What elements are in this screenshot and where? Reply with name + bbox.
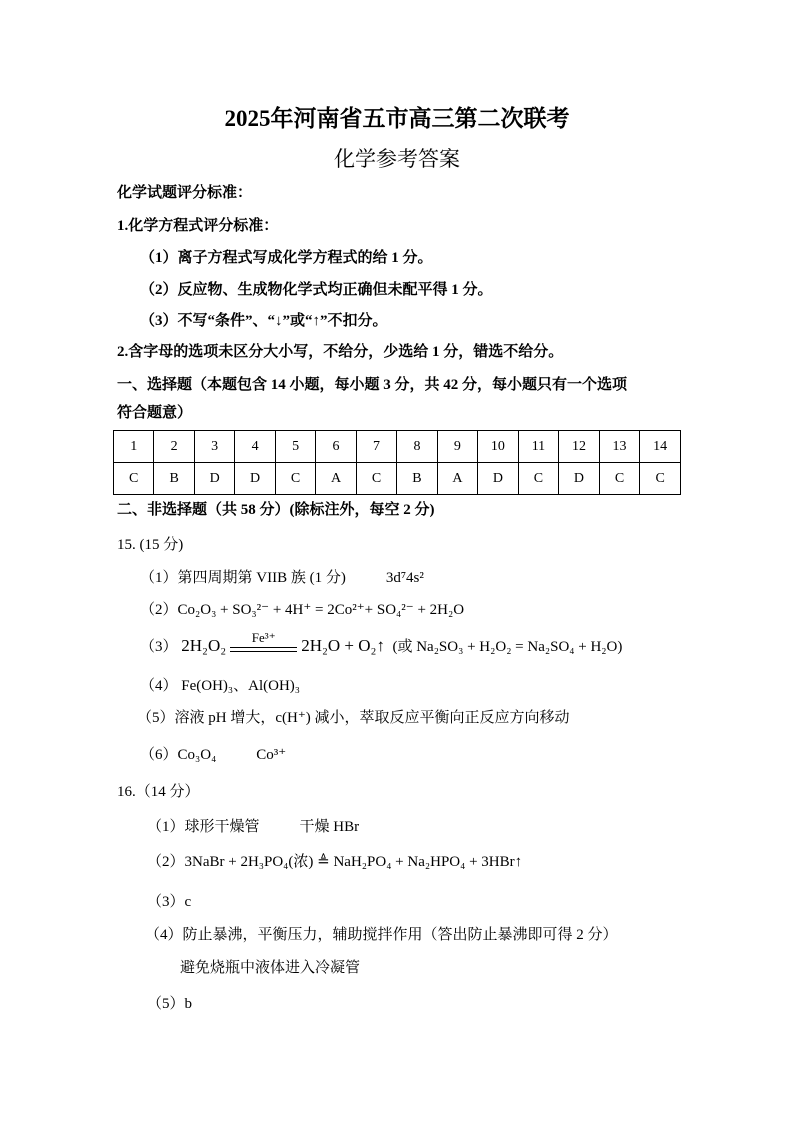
answer-cell: C (275, 463, 315, 495)
q16-answer-3: （3）c (147, 894, 192, 910)
question-number-cell: 4 (235, 431, 275, 463)
q15-eq-right: 2H₂O + O₂↑ (301, 636, 385, 655)
question-number-cell: 5 (275, 431, 315, 463)
section1-heading-cont: 符合题意） (117, 405, 193, 421)
q15-answer-1b: 3d⁷4s² (385, 570, 424, 586)
answer-cell: C (114, 463, 154, 495)
q16-answer-1 (147, 817, 359, 837)
question-number-cell: 6 (316, 431, 356, 463)
question-number-cell: 11 (518, 431, 559, 463)
answer-cell: C (640, 463, 681, 495)
page-title: 2025年河南省五市高三第二次联考 (224, 106, 570, 131)
criteria-heading: 化学试题评分标准： (117, 185, 253, 201)
page-subtitle: 化学参考答案 (334, 147, 460, 171)
q15-eq-alt: (或 Na₂SO₃ + H₂O₂ = Na₂SO₄ + H₂O) (392, 639, 623, 655)
answer-cell: C (356, 463, 396, 495)
question-number-cell: 12 (559, 431, 600, 463)
q15-answer-2: （2）Co₂O₃ + SO₃²⁻ + 4H⁺ = 2Co²⁺+ SO₄²⁻ + 2H₂O (140, 602, 465, 618)
q16-title: 16.（14 分） (117, 784, 200, 800)
q16-answer-4-cont: 避免烧瓶中液体进入冷凝管 (180, 960, 361, 976)
q16-answer-1b: 干燥 HBr (299, 819, 360, 835)
criteria-item-2: 2.含字母的选项未区分大小写，不给分，少选给 1 分，错选不给分。 (117, 344, 564, 360)
q15-answer-6a: （6）Co₃O₄ (140, 747, 217, 763)
question-number-cell: 9 (437, 431, 477, 463)
question-number-cell: 10 (478, 431, 519, 463)
answer-cell: D (235, 463, 275, 495)
answer-cell: D (478, 463, 519, 495)
q15-answer-3 (140, 630, 623, 657)
question-number-cell: 3 (194, 431, 234, 463)
q15-eq-left: 2H₂O₂ (181, 636, 227, 655)
criteria-item-1: 1.化学方程式评分标准： (117, 218, 279, 234)
section1-heading: 一、选择题（本题包含 14 小题，每小题 3 分，共 42 分，每小题只有一个选项 (117, 377, 628, 393)
q15-answer-1a: （1）第四周期第 VIIB 族 (1 分) (140, 570, 346, 586)
criteria-sub-3: （3）不写“条件”、“↓”或“↑”不扣分。 (140, 313, 388, 329)
question-number-cell: 1 (114, 431, 154, 463)
q16-answer-4: （4）防止暴沸，平衡压力，辅助搅拌作用（答出防止暴沸即可得 2 分） (145, 927, 618, 943)
answer-cell: A (316, 463, 356, 495)
q15-title: 15. (15 分) (117, 537, 184, 553)
q16-answer-5: （5）b (147, 996, 193, 1012)
answer-cell: C (518, 463, 559, 495)
criteria-sub-2: （2）反应物、生成物化学式均正确但未配平得 1 分。 (140, 282, 493, 298)
question-number-row (114, 431, 681, 463)
answer-cell: B (397, 463, 437, 495)
question-number-cell: 13 (599, 431, 640, 463)
answer-table (113, 430, 681, 495)
answer-cell: D (194, 463, 234, 495)
q15-answer-4: （4） Fe(OH)₃、Al(OH)₃ (140, 678, 301, 694)
answer-cell: C (599, 463, 640, 495)
question-number-cell: 8 (397, 431, 437, 463)
section2-heading: 二、非选择题（共 58 分）(除标注外，每空 2 分) (117, 502, 435, 518)
question-number-cell: 2 (154, 431, 194, 463)
question-number-cell: 14 (640, 431, 681, 463)
q15-eq-condition: Fe³⁺ (226, 628, 301, 648)
criteria-sub-1: （1）离子方程式写成化学方程式的给 1 分。 (140, 250, 433, 266)
q16-answer-2: （2）3NaBr + 2H₃PO₄(浓) ≜ NaH₂PO₄ + Na₂HPO₄ + 3HBr↑ (147, 854, 523, 870)
q15-answer-1 (140, 568, 424, 588)
question-number-cell: 7 (356, 431, 396, 463)
q15-answer-6b: Co³⁺ (256, 747, 287, 763)
q15-answer-5: （5）溶液 pH 增大，c(H⁺) 减小，萃取反应平衡向正反应方向移动 (137, 710, 570, 726)
q15-answer-3-label: （3） (140, 639, 178, 655)
answer-row (114, 463, 681, 495)
answer-cell: B (154, 463, 194, 495)
answer-cell: D (559, 463, 600, 495)
q15-answer-6 (140, 745, 286, 765)
q16-answer-1a: （1）球形干燥管 (147, 819, 260, 835)
answer-cell: A (437, 463, 477, 495)
